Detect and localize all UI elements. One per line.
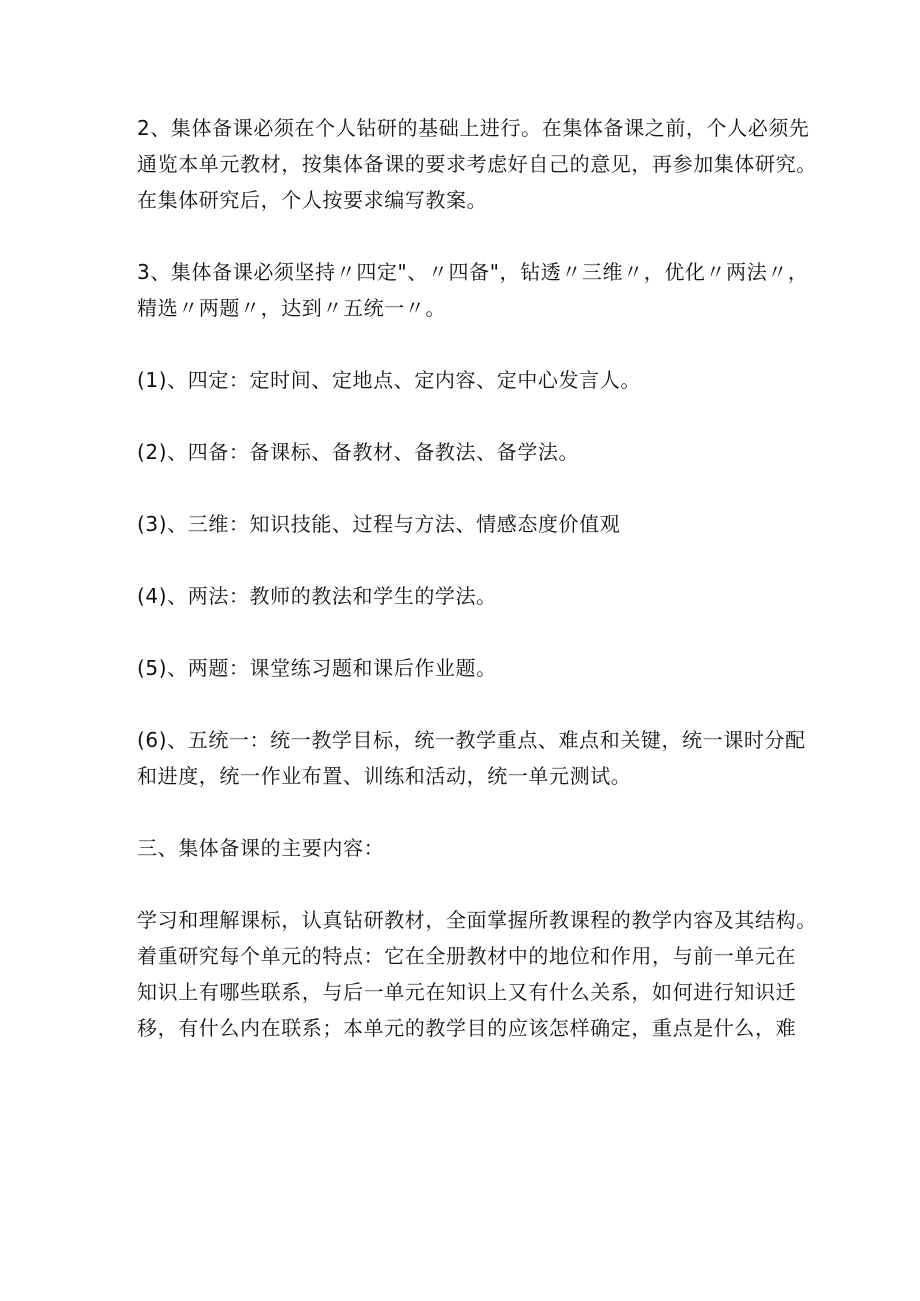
text-line: 知识上有哪些联系，与后一单元在知识上又有什么关系，如何进行知识迁	[137, 980, 797, 1004]
text-line: (5)、两题：课堂练习题和课后作业题。	[137, 656, 497, 680]
text-line: (4)、两法：教师的教法和学生的学法。	[137, 584, 497, 608]
text-line: (1)、四定：定时间、定地点、定内容、定中心发言人。	[137, 368, 641, 392]
list-item-four-prep	[137, 434, 805, 470]
text-line: (6)、五统一：统一教学目标，统一教学重点、难点和关键，统一课时分配	[137, 728, 806, 752]
section-heading-main-content	[137, 830, 805, 866]
text-line: (3)、三维：知识技能、过程与方法、情感态度价值观	[137, 512, 621, 536]
text-line: 2、集体备课必须在个人钻研的基础上进行。在集体备课之前，个人必须先	[137, 116, 810, 140]
paragraph-collective-prep-principles	[137, 254, 809, 326]
text-line: 三、集体备课的主要内容：	[137, 836, 385, 860]
text-line: 和进度，统一作业布置、训练和活动，统一单元测试。	[137, 764, 632, 788]
text-line: 学习和理解课标，认真钻研教材，全面掌握所教课程的教学内容及其结构。	[137, 908, 817, 932]
text-line: 通览本单元教材，按集体备课的要求考虑好自己的意见，再参加集体研究。	[137, 152, 817, 176]
list-item-four-fixed	[137, 362, 805, 398]
list-item-five-unifications	[137, 722, 805, 794]
paragraph-collective-prep-basis	[137, 110, 817, 218]
text-line: 精选〃两题〃，达到〃五统一〃。	[137, 296, 446, 320]
paragraph-main-content-body	[137, 902, 817, 1046]
text-line: 着重研究每个单元的特点：它在全册教材中的地位和作用，与前一单元在	[137, 944, 797, 968]
list-item-three-dimensions	[137, 506, 805, 542]
text-line: 移，有什么内在联系；本单元的教学目的应该怎样确定，重点是什么，难	[137, 1016, 797, 1040]
document-body	[137, 110, 817, 1082]
list-item-two-methods	[137, 578, 805, 614]
text-line: 在集体研究后，个人按要求编写教案。	[137, 188, 488, 212]
text-line: 3、集体备课必须坚持〃四定"、〃四备"，钻透〃三维〃，优化〃两法〃，	[137, 260, 809, 284]
text-line: (2)、四备：备课标、备教材、备教法、备学法。	[137, 440, 580, 464]
list-item-two-exercises	[137, 650, 805, 686]
